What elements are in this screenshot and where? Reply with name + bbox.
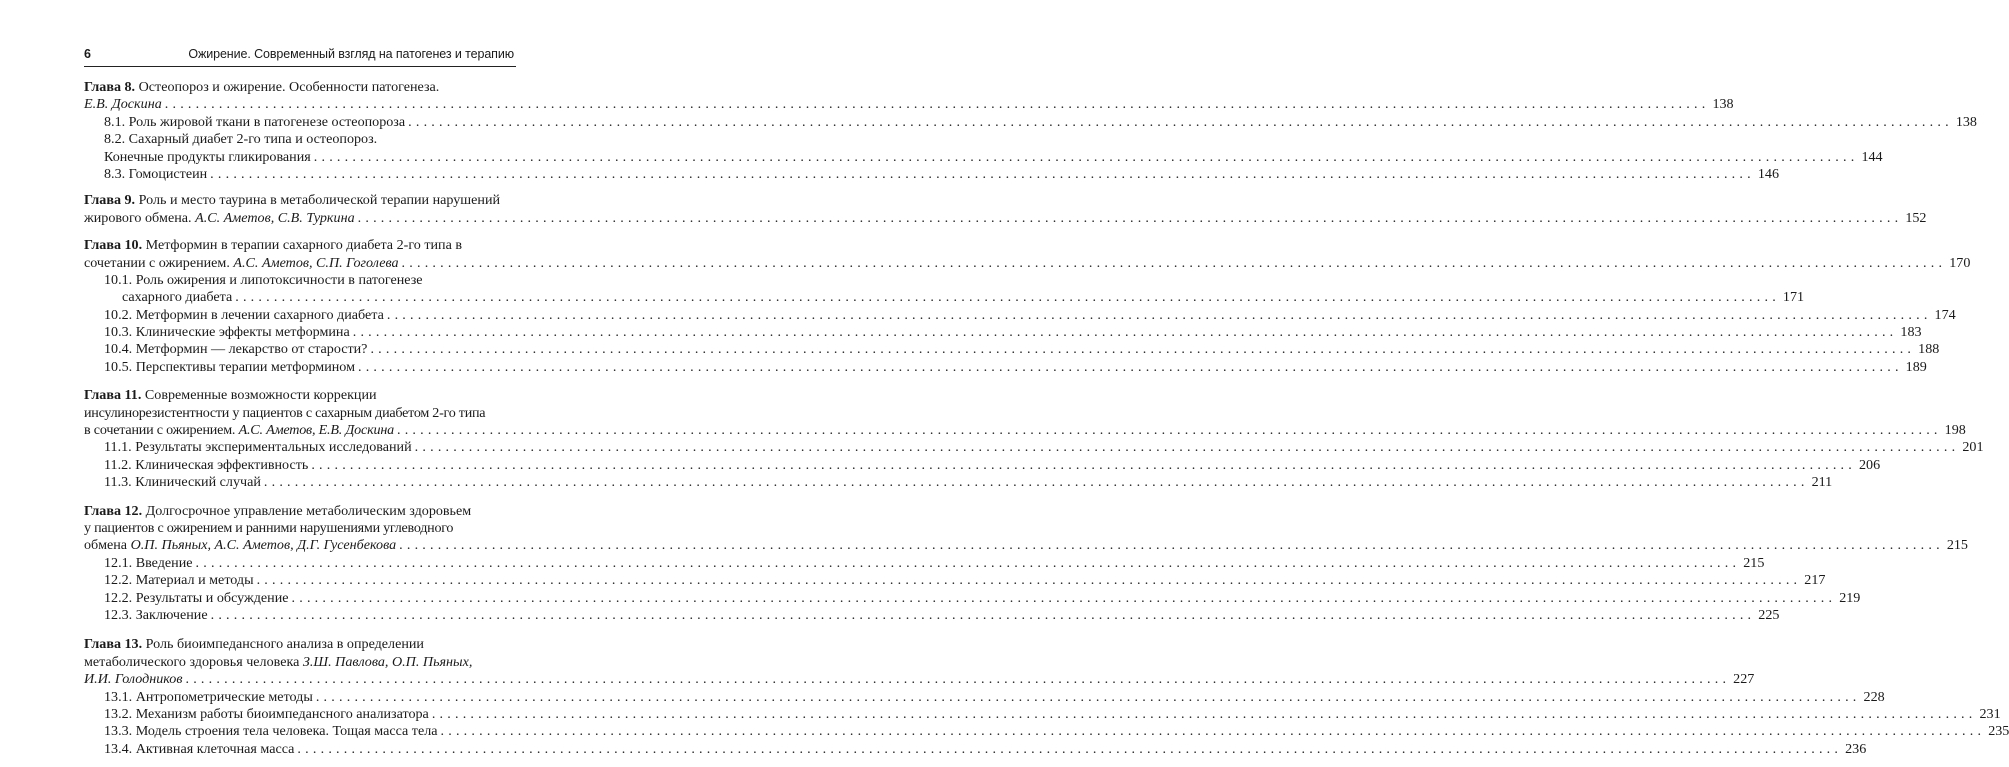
page-ref: 215 bbox=[1743, 554, 1765, 571]
section-title: 13.1. Антропометрические методы bbox=[104, 688, 313, 705]
running-title: Ожирение. Современный взгляд на патогенез и терапию bbox=[188, 47, 514, 61]
section-title: 11.3. Клинический случай bbox=[104, 474, 261, 491]
section-title: сахарного диабета bbox=[122, 289, 233, 306]
chapter-heading-cont bbox=[84, 520, 516, 537]
section-title: 13.3. Модель строения тела человека. Тощая масса тела bbox=[104, 723, 438, 740]
leader-dots: ........................................................................................................................................................................................................ bbox=[313, 148, 1859, 165]
header-rule bbox=[84, 66, 516, 67]
section-title: 8.1. Роль жировой ткани в патогенезе остеопороза bbox=[104, 113, 406, 130]
section-entry bbox=[84, 131, 516, 148]
section-entry bbox=[84, 474, 1833, 491]
chapter-title: Роль биоимпедансного анализа в определении bbox=[145, 636, 424, 653]
section-entry bbox=[84, 705, 2001, 723]
section-title: 12.1. Введение bbox=[104, 554, 193, 571]
section-title: 8.2. Сахарный диабет 2-го типа и остеопороз. bbox=[104, 131, 378, 148]
chapter-author: А.С. Аметов, С.П. Гоголева bbox=[233, 254, 399, 271]
section-title: Конечные продукты гликирования bbox=[104, 148, 311, 165]
section-title: 11.2. Клиническая эффективность bbox=[104, 456, 309, 473]
leader-dots: ........................................................................................................................................................................................................ bbox=[164, 96, 1710, 113]
leader-dots: ........................................................................................................................................................................................................ bbox=[352, 324, 1898, 341]
section-entry bbox=[84, 554, 1765, 572]
section-entry bbox=[84, 723, 2009, 740]
chapter-heading bbox=[84, 636, 516, 653]
leader-dots: ........................................................................................................................................................................................................ bbox=[408, 113, 1953, 130]
leader-dots: ........................................................................................................................................................................................................ bbox=[386, 306, 1932, 323]
page-ref: 152 bbox=[1905, 209, 1927, 226]
page-ref: 225 bbox=[1758, 606, 1780, 623]
chapter-author: И.И. Голодников bbox=[84, 671, 183, 688]
section-entry bbox=[84, 358, 1927, 376]
section-entry-cont bbox=[84, 148, 1883, 166]
chapter-heading-cont bbox=[84, 209, 1927, 227]
leader-dots: ........................................................................................................................................................................................................ bbox=[440, 723, 1986, 740]
section-entry bbox=[84, 341, 1940, 358]
leader-dots: ........................................................................................................................................................................................................ bbox=[263, 474, 1809, 491]
page-ref: 227 bbox=[1733, 671, 1755, 688]
page-ref: 217 bbox=[1804, 572, 1826, 589]
section-title: 8.3. Гомоцистеин bbox=[104, 165, 208, 182]
page-ref: 211 bbox=[1811, 474, 1833, 491]
chapter-10 bbox=[84, 237, 1971, 376]
page-ref: 138 bbox=[1712, 96, 1734, 113]
section-title: 13.2. Механизм работы биоимпедансного анализатора bbox=[104, 705, 429, 722]
page-ref: 231 bbox=[1979, 705, 2001, 722]
chapter-label: Глава 10. bbox=[84, 237, 143, 254]
leader-dots: ........................................................................................................................................................................................................ bbox=[431, 705, 1977, 722]
chapter-title: Долгосрочное управление метаболическим здоровьем bbox=[145, 502, 472, 519]
section-entry bbox=[84, 439, 1984, 456]
section-title: 10.4. Метформин — лекарство от старости? bbox=[104, 341, 368, 358]
chapter-title: обмена bbox=[84, 537, 128, 554]
page-ref: 183 bbox=[1900, 324, 1922, 341]
chapter-label: Глава 8. bbox=[84, 79, 136, 95]
chapter-title: в сочетании с ожирением. bbox=[84, 422, 236, 439]
leader-dots: ........................................................................................................................................................................................................ bbox=[357, 209, 1903, 226]
page-ref: 228 bbox=[1863, 688, 1885, 705]
leader-dots: ........................................................................................................................................................................................................ bbox=[401, 254, 1947, 271]
chapter-label: Глава 11. bbox=[84, 387, 142, 404]
chapter-8 bbox=[84, 79, 1977, 183]
page-ref: 174 bbox=[1934, 306, 1956, 323]
section-title: 12.2. Результаты и обсуждение bbox=[104, 589, 289, 606]
chapter-title: Метформин в терапии сахарного диабета 2-го типа в bbox=[145, 237, 463, 254]
section-entry bbox=[84, 113, 1977, 131]
leader-dots: ........................................................................................................................................................................................................ bbox=[315, 688, 1861, 705]
leader-dots: ........................................................................................................................................................................................................ bbox=[291, 589, 1837, 606]
chapter-author: А.С. Аметов, С.В. Туркина bbox=[195, 209, 355, 226]
chapter-title: метаболического здоровья человека bbox=[84, 653, 300, 670]
page-ref: 189 bbox=[1905, 358, 1927, 375]
page-ref: 198 bbox=[1944, 422, 1966, 439]
chapter-heading bbox=[84, 503, 516, 520]
chapter-author-line bbox=[84, 96, 1734, 113]
chapter-heading-cont bbox=[84, 422, 1966, 439]
leader-dots: ........................................................................................................................................................................................................ bbox=[297, 740, 1843, 757]
page-ref: 201 bbox=[1962, 439, 1984, 456]
leader-dots: ........................................................................................................................................................................................................ bbox=[256, 572, 1802, 589]
chapter-heading bbox=[84, 192, 516, 209]
page-ref: 144 bbox=[1861, 148, 1883, 165]
chapter-title: Современные возможности коррекции bbox=[144, 387, 377, 404]
chapter-title: жирового обмена. bbox=[84, 209, 192, 226]
section-entry bbox=[84, 740, 1867, 758]
page-header bbox=[84, 47, 514, 63]
section-title: 10.1. Роль ожирения и липотоксичности в патогенезе bbox=[104, 271, 423, 288]
leader-dots: ........................................................................................................................................................................................................ bbox=[357, 358, 1903, 375]
leader-dots: ........................................................................................................................................................................................................ bbox=[311, 456, 1856, 473]
leader-dots: ........................................................................................................................................................................................................ bbox=[396, 422, 1942, 439]
chapter-label: Глава 9. bbox=[84, 192, 136, 209]
section-entry bbox=[84, 324, 1922, 341]
chapter-13 bbox=[84, 636, 2009, 758]
page-ref: 236 bbox=[1845, 740, 1867, 757]
section-entry bbox=[84, 572, 1826, 589]
chapter-title: Роль и место таурина в метаболической терапии нарушений bbox=[138, 192, 501, 209]
section-entry bbox=[84, 606, 1780, 624]
section-title: 12.3. Заключение bbox=[104, 606, 208, 623]
table-of-contents bbox=[84, 79, 2009, 767]
section-entry bbox=[84, 272, 516, 289]
chapter-heading-cont bbox=[84, 405, 516, 422]
page-ref: 219 bbox=[1839, 589, 1861, 606]
chapter-author: О.П. Пьяных, А.С. Аметов, Д.Г. Гусенбекова bbox=[130, 537, 397, 554]
page-ref: 215 bbox=[1946, 537, 1968, 554]
chapter-heading-cont bbox=[84, 671, 1755, 688]
chapter-author: З.Ш. Павлова, О.П. Пьяных, bbox=[302, 653, 473, 670]
leader-dots: ........................................................................................................................................................................................................ bbox=[210, 606, 1756, 623]
page-ref: 235 bbox=[1988, 723, 2009, 740]
section-entry bbox=[84, 589, 1861, 607]
leader-dots: ........................................................................................................................................................................................................ bbox=[195, 554, 1741, 571]
page-ref: 138 bbox=[1955, 113, 1977, 130]
page-ref: 188 bbox=[1918, 341, 1940, 358]
page-ref: 171 bbox=[1782, 289, 1805, 306]
chapter-title: инсулинорезистентности у пациентов с сахарным диабетом 2-го типа bbox=[84, 404, 486, 421]
page-ref: 206 bbox=[1859, 456, 1881, 473]
leader-dots: ........................................................................................................................................................................................................ bbox=[235, 289, 1780, 306]
leader-dots: ........................................................................................................................................................................................................ bbox=[414, 439, 1960, 456]
chapter-author: Е.В. Доскина bbox=[84, 96, 162, 113]
section-entry bbox=[84, 688, 1885, 706]
chapter-heading bbox=[84, 387, 516, 404]
section-entry bbox=[84, 306, 1956, 324]
leader-dots: ........................................................................................................................................................................................................ bbox=[370, 341, 1916, 358]
chapter-heading-cont bbox=[84, 654, 516, 671]
page-ref: 146 bbox=[1757, 165, 1779, 182]
chapter-title: сочетании с ожирением. bbox=[84, 254, 230, 271]
chapter-author: А.С. Аметов, Е.В. Доскина bbox=[238, 422, 394, 439]
section-title: 10.3. Клинические эффекты метформина bbox=[104, 324, 350, 341]
chapter-title: Остеопороз и ожирение. Особенности патогенеза. bbox=[138, 79, 440, 95]
chapter-9 bbox=[84, 192, 1927, 227]
section-entry bbox=[84, 165, 1779, 183]
chapter-heading-cont bbox=[84, 254, 1971, 272]
chapter-label: Глава 12. bbox=[84, 502, 143, 519]
section-title: 11.1. Результаты экспериментальных исследований bbox=[104, 439, 412, 456]
leader-dots: ........................................................................................................................................................................................................ bbox=[185, 671, 1731, 688]
chapter-heading bbox=[84, 79, 516, 96]
chapter-heading-cont bbox=[84, 537, 1968, 554]
page-number: 6 bbox=[84, 47, 91, 61]
chapter-11 bbox=[84, 387, 1984, 491]
chapter-title: у пациентов с ожирением и ранними нарушениями углеводного bbox=[84, 519, 454, 536]
chapter-12 bbox=[84, 502, 1968, 625]
leader-dots: ........................................................................................................................................................................................................ bbox=[210, 165, 1755, 182]
page-ref: 170 bbox=[1949, 254, 1971, 271]
section-entry bbox=[84, 456, 1881, 474]
section-title: 10.2. Метформин в лечении сахарного диабета bbox=[104, 306, 384, 323]
section-title: 13.4. Активная клеточная масса bbox=[104, 740, 295, 757]
chapter-label: Глава 13. bbox=[84, 636, 143, 653]
leader-dots: ........................................................................................................................................................................................................ bbox=[399, 537, 1944, 554]
section-title: 10.5. Перспективы терапии метформином bbox=[104, 358, 355, 375]
chapter-heading bbox=[84, 237, 516, 254]
section-entry-cont bbox=[84, 289, 1805, 306]
section-title: 12.2. Материал и методы bbox=[104, 572, 254, 589]
